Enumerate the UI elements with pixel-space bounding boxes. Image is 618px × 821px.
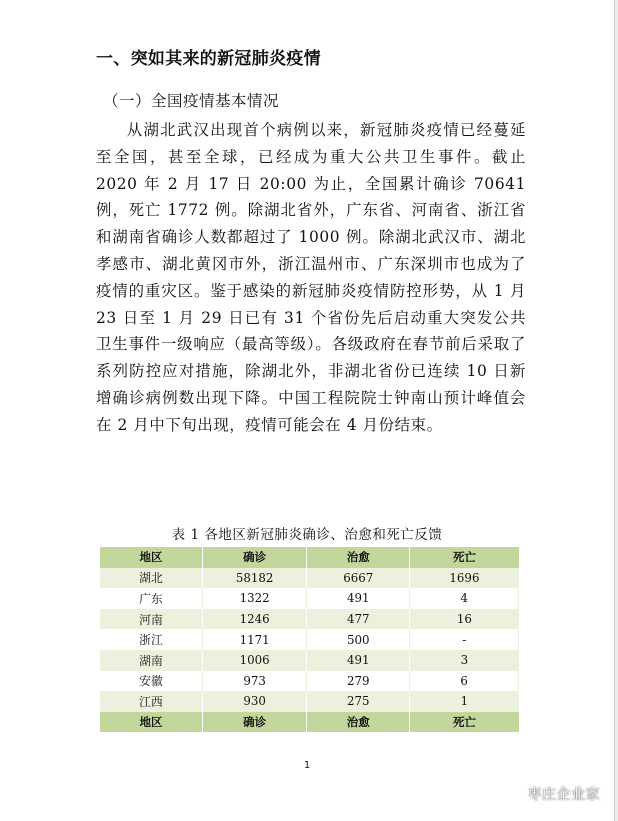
table-row — [100, 650, 519, 671]
cell-region: 湖南 — [100, 650, 202, 671]
cell-confirmed: 1246 — [202, 609, 306, 630]
cell-confirmed: 1322 — [202, 588, 306, 609]
cell-confirmed: 58182 — [202, 568, 306, 589]
header-cell-region: 地区 — [100, 547, 202, 568]
subsection-heading: （一）全国疫情基本情况 — [103, 92, 280, 110]
cell-region: 湖北 — [100, 568, 202, 589]
header-cell-confirmed: 确诊 — [202, 547, 306, 568]
cell-region: 江西 — [100, 691, 202, 712]
table-header-row — [100, 547, 519, 568]
cell-region: 浙江 — [100, 629, 202, 650]
cell-deaths: - — [410, 629, 519, 650]
cell-deaths: 3 — [410, 650, 519, 671]
cell-deaths: 6 — [410, 671, 519, 692]
cell-confirmed: 973 — [202, 671, 306, 692]
table-footer-row — [100, 712, 519, 733]
cell-region: 河南 — [100, 609, 202, 630]
footer-cell-confirmed: 确诊 — [202, 712, 306, 733]
cell-recovered: 6667 — [307, 568, 410, 589]
page-number: 1 — [303, 760, 311, 771]
cell-recovered: 491 — [307, 588, 410, 609]
cell-recovered: 275 — [307, 691, 410, 712]
table-caption: 表 1 各地区新冠肺炎确诊、治愈和死亡反馈 — [171, 527, 443, 543]
header-cell-deaths: 死亡 — [410, 547, 519, 568]
table-row — [100, 609, 519, 630]
watermark-text: 枣庄企业家 — [527, 787, 600, 803]
cell-recovered: 491 — [307, 650, 410, 671]
table-row — [100, 568, 519, 589]
footer-cell-deaths: 死亡 — [410, 712, 519, 733]
table-row — [100, 588, 519, 609]
cases-table — [100, 547, 519, 732]
table-row — [100, 691, 519, 712]
cell-recovered: 279 — [307, 671, 410, 692]
cell-deaths: 1 — [410, 691, 519, 712]
cell-confirmed: 1006 — [202, 650, 306, 671]
cell-region: 安徽 — [100, 671, 202, 692]
wechat-icon — [500, 785, 522, 803]
cell-recovered: 477 — [307, 609, 410, 630]
table-row — [100, 629, 519, 650]
watermark — [500, 784, 601, 804]
cell-deaths: 16 — [410, 609, 519, 630]
header-cell-recovered: 治愈 — [307, 547, 410, 568]
cell-deaths: 1696 — [410, 568, 519, 589]
footer-cell-region: 地区 — [100, 712, 202, 733]
cell-confirmed: 930 — [202, 691, 306, 712]
cell-recovered: 500 — [307, 629, 410, 650]
body-paragraph: 从湖北武汉出现首个病例以来，新冠肺炎疫情已经蔓延至全国，甚至全球，已经成为重大公共卫生事件。截止 2020 年 2 月 17 日 20:00 为止，全国累计确诊 70641 例，死亡 1772 例。除湖北省外，广东省、河南省、浙江省和湖南省确诊人数都超过了 1000 例。除湖北武汉市、湖北孝感市、湖北黄冈市外，浙江温州市、广东深圳市也成为了疫情的重灾区。鉴于感染的新冠肺炎疫情防控形势，从 1 月 23 日至 1 月 29 日已有 31 个省份先后启动重大突发公共卫生事件一级响应（最高等级）。各级政府在春节前后采取了系列防控应对措施，除湖北外，非湖北省份已连续 10 日新增确诊病例数出现下降。中国工程院院士钟南山预计峰值会在 2 月中下旬出现，疫情可能会在 4 月份结束。 — [96, 121, 526, 434]
cell-region: 广东 — [100, 588, 202, 609]
cell-confirmed: 1171 — [202, 629, 306, 650]
table-row — [100, 671, 519, 692]
footer-cell-recovered: 治愈 — [307, 712, 410, 733]
section-heading: 一、突如其来的新冠肺炎疫情 — [96, 49, 321, 69]
cell-deaths: 4 — [410, 588, 519, 609]
